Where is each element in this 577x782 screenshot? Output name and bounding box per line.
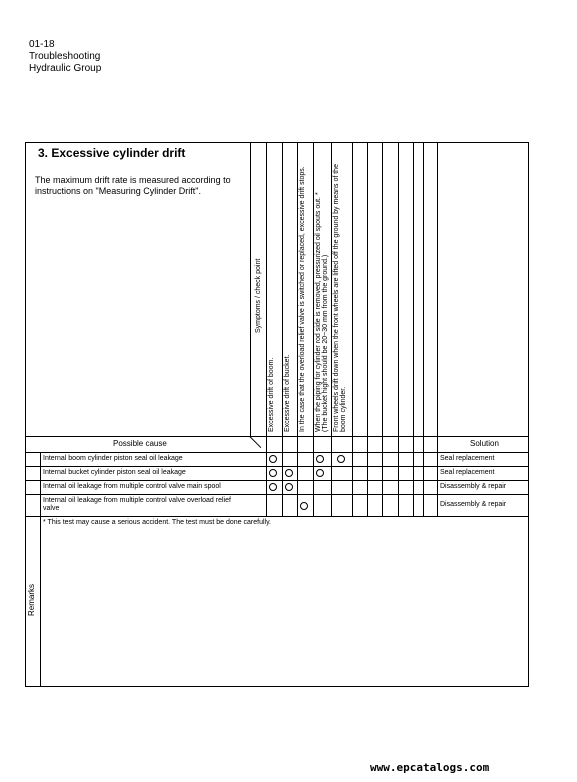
solution-header: Solution bbox=[470, 439, 499, 448]
grid-line bbox=[313, 142, 314, 516]
check-mark-circle bbox=[285, 469, 293, 477]
possible-cause-header: Possible cause bbox=[113, 439, 167, 448]
check-mark-circle bbox=[285, 483, 293, 491]
remarks-label: Remarks bbox=[27, 583, 36, 616]
grid-line bbox=[367, 142, 368, 516]
row-4-cause: Internal oil leakage from multiple control valve overload relief valve bbox=[43, 497, 231, 512]
symptom-3-text: In the case that the overload relief valve is switched or replaced, excessive drift stops. bbox=[299, 166, 306, 432]
row-3-solution: Disassembly & repair bbox=[440, 483, 507, 490]
group-title: Hydraulic Group bbox=[29, 63, 102, 74]
row-2-solution: Seal replacement bbox=[440, 469, 495, 476]
row-2-cause: Internal bucket cylinder piston seal oil leakage bbox=[43, 469, 186, 476]
grid-line bbox=[413, 142, 414, 516]
row-1-solution: Seal replacement bbox=[440, 455, 495, 462]
symptom-4-text: (The bucket hight should be 20~30 mm from the ground.) bbox=[322, 254, 329, 432]
symptom-5-text: Front wheels drift down when the front wheels are lifted off the ground by means of the bbox=[333, 164, 340, 432]
grid-line bbox=[437, 142, 438, 516]
row-1-cause: Internal boom cylinder piston seal oil leakage bbox=[43, 455, 183, 462]
grid-line bbox=[398, 142, 399, 516]
row-3-cause: Internal oil leakage from multiple control valve main spool bbox=[43, 483, 221, 490]
grid-line bbox=[352, 142, 353, 516]
grid-line bbox=[423, 142, 424, 516]
check-mark-circle bbox=[269, 455, 277, 463]
symptom-1-text: Excessive drift of boom. bbox=[268, 357, 275, 432]
symptom-5-text: boom cylinder. bbox=[340, 386, 347, 432]
remarks-text: * This test may cause a serious accident. The test must be done carefully. bbox=[43, 519, 272, 526]
check-mark-circle bbox=[269, 469, 277, 477]
grid-line bbox=[282, 142, 283, 516]
symptom-2-text: Excessive drift of bucket. bbox=[284, 354, 291, 432]
grid-line bbox=[297, 142, 298, 516]
symptoms-label: Symptoms / check point bbox=[255, 258, 262, 333]
grid-line bbox=[382, 142, 383, 516]
grid-line bbox=[266, 142, 267, 516]
symptom-4-text: When the piping for cylinder rod side is removed, pressurized oil spouts out. * bbox=[315, 192, 322, 432]
grid-line bbox=[250, 142, 251, 436]
check-mark-circle bbox=[316, 469, 324, 477]
section-title: Troubleshooting bbox=[29, 51, 101, 62]
page-number: 01-18 bbox=[29, 39, 55, 50]
check-mark-circle bbox=[300, 502, 308, 510]
footer-url: www.epcatalogs.com bbox=[370, 761, 490, 774]
description: The maximum drift rate is measured according to instructions on "Measuring Cylinder Drift". bbox=[35, 175, 231, 196]
grid-line bbox=[331, 142, 332, 516]
row-4-solution: Disassembly & repair bbox=[440, 501, 507, 508]
check-mark-circle bbox=[316, 455, 324, 463]
troubleshooting-table bbox=[25, 142, 529, 687]
check-mark-circle bbox=[269, 483, 277, 491]
table-title: 3. Excessive cylinder drift bbox=[38, 146, 186, 160]
check-mark-circle bbox=[337, 455, 345, 463]
